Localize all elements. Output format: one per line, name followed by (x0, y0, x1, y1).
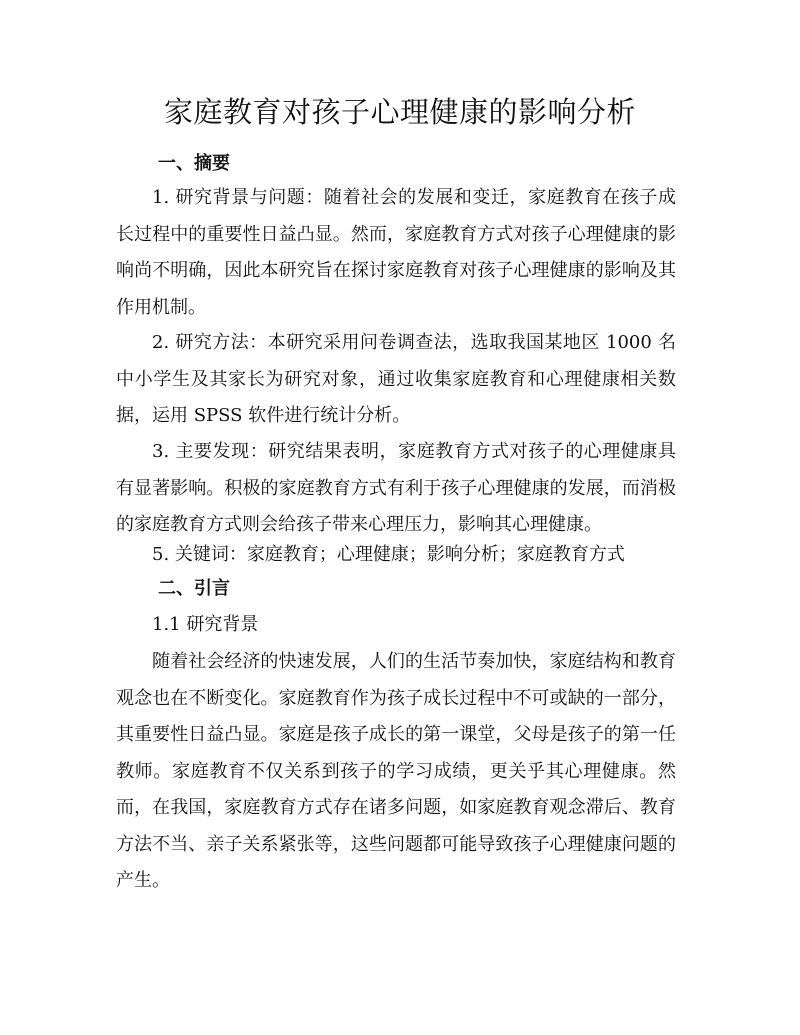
subsection-heading-background: 1.1 研究背景 (152, 614, 259, 635)
section-heading-abstract: 一、摘要 (158, 153, 230, 174)
abstract-keywords: 5. 关键词：家庭教育；心理健康；影响分析；家庭教育方式 (152, 544, 625, 565)
paragraph-text: 随着社会经济的快速发展，人们的生活节奏加快，家庭结构和教育观念也在不断变化。家庭教育作为孩子成长过程中不可或缺的一部分，其重要性日益凸显。家庭是孩子成长的第一课堂，父母是孩子的第一任教师。家庭教育不仅关系到孩子的学习成绩，更关乎其心理健康。然而，在我国，家庭教育方式存在诸多问题，如家庭教育观念滞后、教育方法不当、亲子关系紧张等，这些问题都可能导致孩子心理健康问题的产生。 (116, 651, 676, 891)
introduction-paragraph (116, 644, 676, 900)
abstract-paragraph-findings (116, 434, 676, 544)
document-title: 家庭教育对孩子心理健康的影响分析 (163, 95, 636, 129)
abstract-paragraph-methods (116, 325, 676, 435)
paragraph-text: 3. 主要发现：研究结果表明，家庭教育方式对孩子的心理健康具有显著影响。积极的家庭教育方式有利于孩子心理健康的发展，而消极的家庭教育方式则会给孩子带来心理压力，影响其心理健康。 (116, 441, 676, 535)
abstract-paragraph-background (116, 180, 676, 326)
paragraph-text: 2. 研究方法：本研究采用问卷调查法，选取我国某地区 1000 名中小学生及其家长为研究对象，通过收集家庭教育和心理健康相关数据，运用 SPSS 软件进行统计分析。 (116, 332, 676, 426)
paragraph-text: 1. 研究背景与问题：随着社会的发展和变迁，家庭教育在孩子成长过程中的重要性日益凸显。然而，家庭教育方式对孩子心理健康的影响尚不明确，因此本研究旨在探讨家庭教育对孩子心理健康的影响及其作用机制。 (116, 187, 676, 318)
section-heading-introduction: 二、引言 (158, 578, 230, 599)
